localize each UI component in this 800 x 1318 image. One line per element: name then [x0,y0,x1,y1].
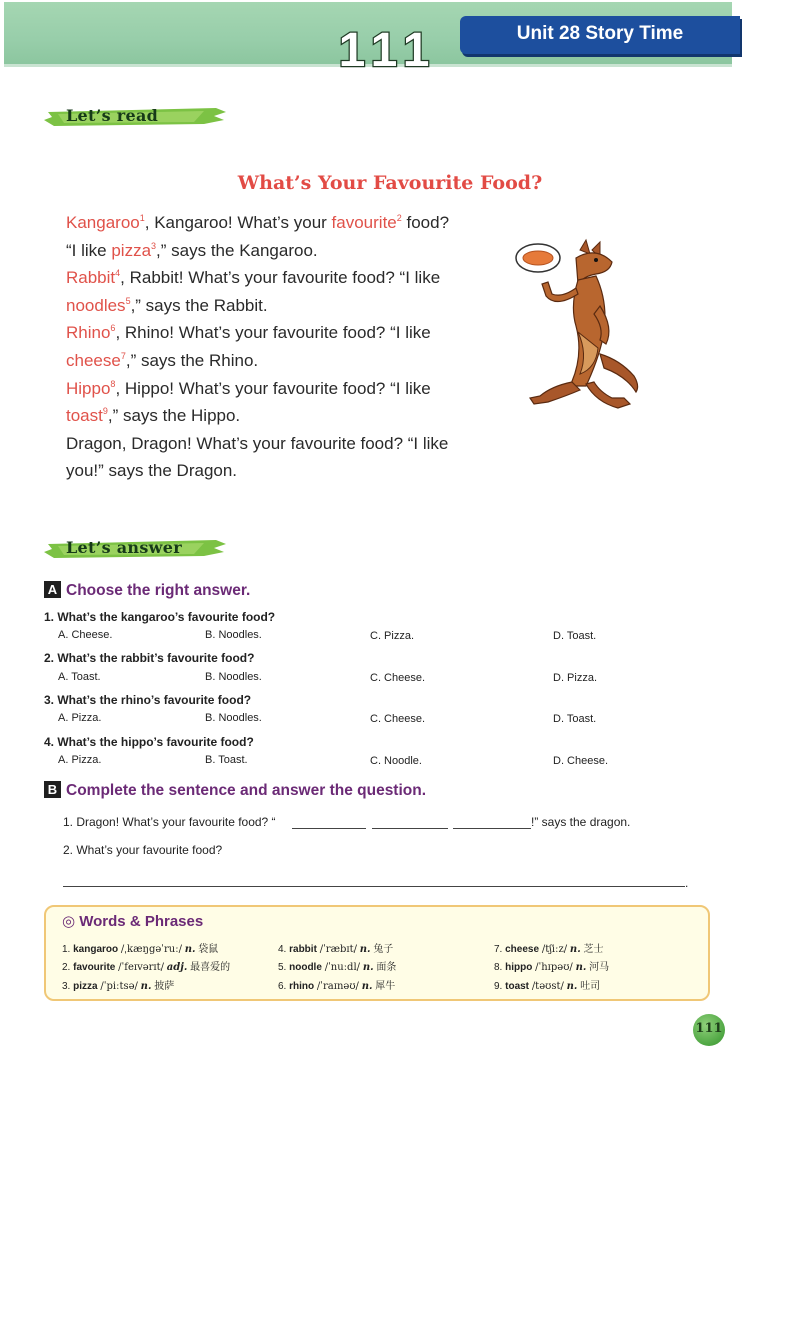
story-text-segment: you!” says the Dragon. [66,461,238,481]
vocab-word: favourite [331,213,397,232]
word-translation: 河马 [589,962,610,973]
word-term: rhino [289,981,315,992]
word-entry [278,958,396,973]
lets-answer-banner [44,538,226,558]
word-phonetic: /ˈpiːtsə/ [100,981,138,992]
word-entry [62,958,230,973]
word-entry [62,940,218,955]
word-translation: 面条 [376,962,397,973]
answer-line-period: . [685,876,689,890]
vocab-word: Kangaroo [66,213,140,232]
story-line [66,264,486,292]
word-number: 7. [494,944,503,955]
word-part-of-speech: n. [359,944,371,955]
footnote-number: 4 [115,268,121,279]
footnote-number: 8 [110,378,116,389]
q4-option-d[interactable]: D. Cheese. [553,755,609,767]
vocab-word: Rhino [66,323,111,343]
q1-option-d[interactable]: D. Toast. [553,630,597,642]
word-part-of-speech: adj. [166,962,188,973]
word-entry [494,940,603,955]
footnote-number: 6 [110,323,116,334]
lets-read-label: Let’s read [66,106,159,125]
word-term: pizza [73,981,98,992]
word-entry [494,977,600,992]
story-line [66,209,486,237]
word-part-of-speech: n. [184,944,196,955]
word-term: kangaroo [73,944,119,955]
word-number: 8. [494,962,503,973]
word-number: 9. [494,981,503,992]
word-phonetic: /tʃiːz/ [541,944,568,955]
question-3: 3. What’s the rhino’s favourite food? [44,693,252,707]
vocab-word: noodles [66,295,126,315]
word-entry [278,940,393,955]
word-part-of-speech: n. [566,981,578,992]
blank-1[interactable] [292,828,366,829]
word-part-of-speech: n. [569,944,581,955]
q4-option-c[interactable]: C. Noodle. [370,755,422,767]
story-text [66,209,486,485]
word-part-of-speech: n. [361,981,373,992]
word-translation: 芝士 [583,944,604,955]
story-text-segment: ,” says the Hippo. [107,406,241,426]
word-term: favourite [73,962,116,973]
q1-option-a[interactable]: A. Cheese. [58,629,113,641]
q3-option-c[interactable]: C. Cheese. [370,713,426,725]
blank-3[interactable] [453,828,531,829]
story-text-segment: food? [401,213,450,232]
page-number: 111 [695,1021,723,1036]
part-a-heading-text: Choose the right answer. [66,582,251,599]
story-line [66,457,486,485]
word-number: 3. [62,981,71,992]
story-line [66,292,486,320]
blank-2[interactable] [372,828,448,829]
story-text-segment: , Kangaroo! What’s your [144,213,332,232]
q3-option-a[interactable]: A. Pizza. [58,712,102,724]
q1-option-b[interactable]: B. Noodles. [205,629,262,641]
word-translation: 披萨 [154,981,175,992]
word-phonetic: /ˈraɪnəʊ/ [316,981,359,992]
word-term: cheese [505,944,540,955]
answer-line[interactable] [63,886,685,887]
part-a-letter: A [44,581,61,598]
story-text-segment: Dragon, Dragon! What’s your favourite food? “I like [66,433,449,453]
footnote-number: 7 [120,350,126,361]
vocab-word: Hippo [66,378,111,398]
word-term: noodle [289,962,322,973]
part-b-q1-suffix: !” says the dragon. [531,815,631,829]
word-term: toast [505,981,530,992]
word-phonetic: /ˌkæŋgəˈruː/ [120,944,182,955]
part-b-q2: 2. What’s your favourite food? [63,843,223,857]
story-line [66,375,486,403]
vocab-word: Rabbit [66,268,116,288]
footnote-number: 3 [151,240,157,251]
word-phonetic: /ˈnuːdl/ [324,962,361,973]
word-part-of-speech: n. [575,962,587,973]
story-text-segment: , Hippo! What’s your favourite food? “I like [115,378,431,398]
q1-option-c[interactable]: C. Pizza. [370,630,415,642]
word-number: 5. [278,962,287,973]
lets-read-banner [44,106,226,126]
story-text-segment: , Rabbit! What’s your favourite food? “I like [120,268,441,288]
part-b-heading-text: Complete the sentence and answer the question. [66,782,427,799]
word-entry [278,977,395,992]
word-phonetic: /ˈhɪpəʊ/ [535,962,573,973]
big-page-number [336,22,440,76]
page-number-badge [693,1014,725,1046]
unit-title: Unit 28 Story Time [516,23,684,44]
q3-option-b[interactable]: B. Noodles. [205,712,262,724]
word-number: 4. [278,944,287,955]
vocab-word: toast [66,406,103,426]
q2-option-d[interactable]: D. Pizza. [553,672,598,684]
q3-option-d[interactable]: D. Toast. [553,713,597,725]
lets-answer-label: Let’s answer [66,538,182,557]
story-line [66,347,486,375]
vocab-word: pizza [111,240,152,260]
word-translation: 最喜爱的 [190,962,231,973]
footnote-number: 1 [139,213,145,223]
story-line [66,237,486,265]
footnote-number: 2 [396,213,402,223]
question-4: 4. What’s the hippo’s favourite food? [44,735,254,749]
q2-option-c[interactable]: C. Cheese. [370,672,426,684]
story-text-segment: , Rhino! What’s your favourite food? “I like [115,323,431,343]
story-text-segment: ,” says the Rabbit. [130,295,268,315]
part-b-q1-prefix: 1. Dragon! What’s your favourite food? “ [63,815,276,829]
footnote-number: 9 [102,406,108,417]
question-2: 2. What’s the rabbit’s favourite food? [44,651,255,665]
part-b-heading [44,781,426,800]
q4-option-a[interactable]: A. Pizza. [58,754,102,766]
part-a-heading [44,581,250,600]
story-line [66,402,486,430]
words-phrases-box [44,905,710,1001]
word-part-of-speech: n. [362,962,374,973]
q4-option-b[interactable]: B. Toast. [205,754,248,766]
word-term: hippo [505,962,533,973]
word-phonetic: /təʊst/ [531,981,564,992]
word-translation: 犀牛 [375,981,396,992]
word-translation: 兔子 [373,944,394,955]
word-number: 6. [278,981,287,992]
question-1: 1. What’s the kangaroo’s favourite food? [44,610,276,624]
words-phrases-title: ◎ Words & Phrases [62,913,204,930]
word-phonetic: /ˈfeɪvərɪt/ [118,962,165,973]
part-b-letter: B [44,781,61,798]
word-term: rabbit [289,944,317,955]
story-text-segment: “I like [66,240,112,260]
vocab-word: cheese [66,350,121,370]
story-line [66,430,486,458]
word-translation: 袋鼠 [198,944,219,955]
word-entry [494,958,609,973]
footnote-number: 5 [125,295,131,306]
story-text-segment: ,” says the Kangaroo. [156,240,318,260]
story-text-segment: ,” says the Rhino. [125,350,259,370]
q2-option-a[interactable]: A. Toast. [58,671,101,683]
word-number: 1. [62,944,71,955]
story-title: What’s Your Favourite Food? [237,172,543,194]
q2-option-b[interactable]: B. Noodles. [205,671,262,683]
word-phonetic: /ˈræbɪt/ [319,944,357,955]
word-translation: 吐司 [580,981,601,992]
big-page-number-text: 111 [338,24,438,76]
word-entry [62,977,174,992]
unit-title-tab [460,16,740,54]
word-part-of-speech: n. [140,981,152,992]
kangaroo-illustration [500,236,646,418]
story-line [66,319,486,347]
word-number: 2. [62,962,71,973]
